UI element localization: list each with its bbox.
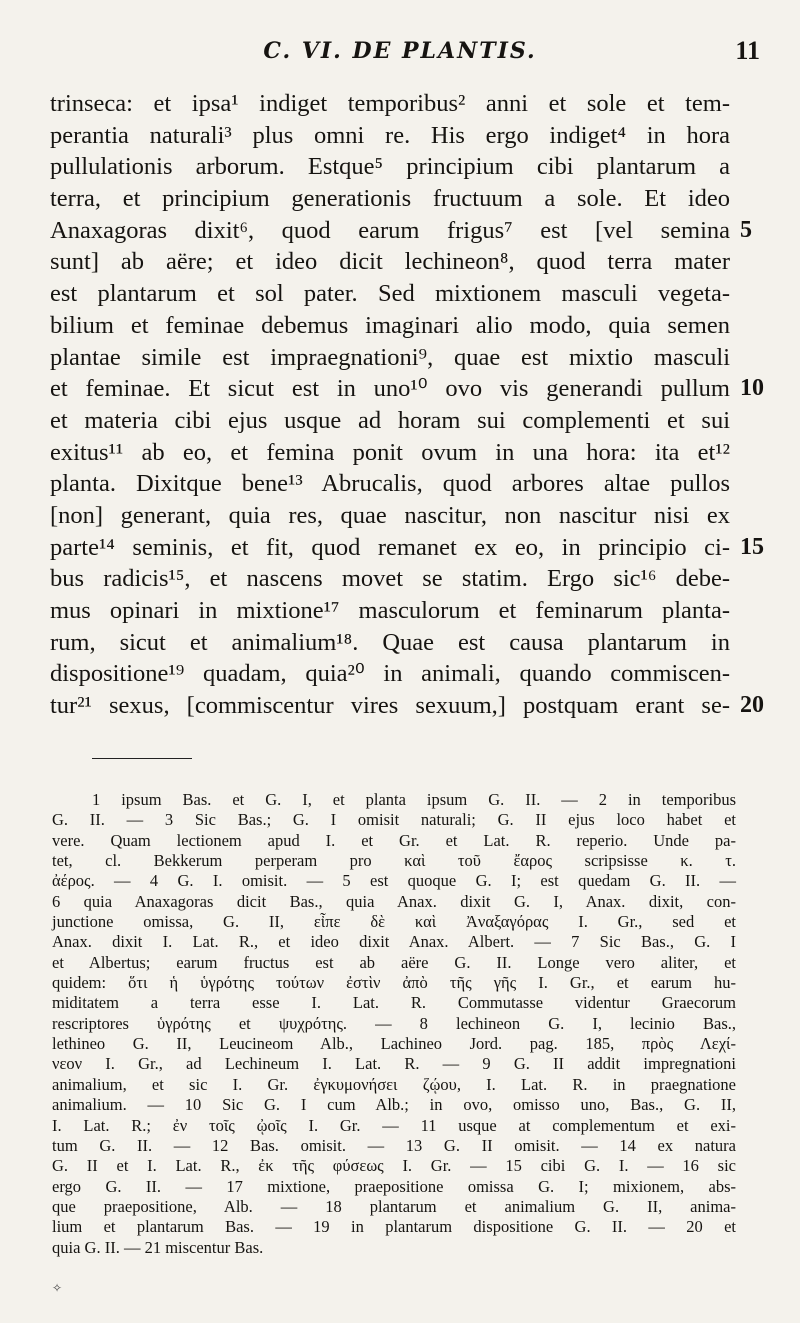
text-line-content: exitus¹¹ ab eo, et femina ponit ovum in una hora: ita et¹² <box>50 438 730 466</box>
text-line <box>50 468 730 500</box>
text-line-content: sunt] ab aëre; et ideo dicit lechineon⁸, quod terra mater <box>50 248 730 276</box>
footnote-line: lium et plantarum Bas. — 19 in plantarum dispositione G. II. — 20 et <box>52 1217 736 1237</box>
page-number: 11 <box>735 36 760 65</box>
text-line <box>50 690 764 722</box>
footnote-line: 1 ipsum Bas. et G. I, et planta ipsum G. II. — 2 in temporibus <box>92 790 736 809</box>
text-line-content: terra, et principium generationis fructuum a sole. Et ideo <box>50 185 730 213</box>
text-line <box>50 437 730 469</box>
corner-mark: ✧ <box>52 1281 63 1295</box>
text-line <box>50 120 730 152</box>
text-line <box>50 500 730 532</box>
text-line <box>50 563 730 595</box>
text-line <box>50 405 730 437</box>
text-line <box>50 88 730 120</box>
line-number: 5 <box>740 216 752 243</box>
text-line <box>50 246 730 278</box>
text-line-content: Anaxagoras dixit⁶, quod earum frigus⁷ est [vel semina <box>50 216 730 244</box>
footnote-line: junctione omissa, G. II, εἶπε δὲ καὶ Ἀναξαγόρας I. Gr., sed et <box>52 912 736 932</box>
text-line-content: bilium et feminae debemus imaginari alio modo, quia semen <box>50 311 730 339</box>
text-line <box>50 373 764 405</box>
footnote-line: G. II et I. Lat. R., ἐκ τῆς φύσεως I. Gr. — 15 cibi G. I. — 16 sic <box>52 1156 736 1176</box>
footnote-line: et Albertus; earum fructus est ab aëre G. II. Longe vero aliter, et <box>52 952 736 972</box>
footnote-line: 6 quia Anaxagoras dicit Bas., quia Anax. dixit G. I, Anax. dixit, con- <box>52 891 736 911</box>
text-line-content: est plantarum et sol pater. Sed mixtionem masculi vegeta- <box>50 280 730 308</box>
text-line <box>50 627 730 659</box>
footnote-line: G. II. — 3 Sic Bas.; G. I omisit naturali; G. II ejus loco habet et <box>52 810 736 830</box>
text-line-content: tur²¹ sexus, [commiscentur vires sexuum,] postquam erant se- <box>50 692 730 720</box>
text-line-content: et feminae. Et sicut est in uno¹⁰ ovo vis generandi pullum <box>50 375 730 403</box>
footnote-line: Anax. dixit I. Lat. R., et ideo dixit Anax. Albert. — 7 Sic Bas., G. I <box>52 932 736 952</box>
text-line-content: pullulationis arborum. Estque⁵ principium cibi plantarum a <box>50 153 730 181</box>
text-line-content: dispositione¹⁹ quadam, quia²⁰ in animali, quando commiscen- <box>50 660 730 688</box>
main-text <box>50 88 764 722</box>
footnote-line: ergo G. II. — 17 mixtione, praepositione omissa G. I; mixionem, abs- <box>52 1176 736 1196</box>
footnote-line: animalium, et sic I. Gr. ἐγκυμονήσει ζῴου, I. Lat. R. in praegnatione <box>52 1074 736 1094</box>
text-line-content: plantae simile est impraegnationi⁹, quae est mixtio masculi <box>50 343 730 371</box>
footnote-line: tet, cl. Bekkerum perperam pro καὶ τοῦ ἔαρος scripsisse κ. τ. <box>52 851 736 871</box>
running-head: C. VI. DE PLANTIS. <box>263 38 537 64</box>
text-line <box>50 342 730 374</box>
text-line-content: bus radicis¹⁵, et nascens movet se statim. Ergo sic¹⁶ debe- <box>50 565 730 593</box>
text-line <box>50 151 730 183</box>
text-line <box>50 278 730 310</box>
text-line-content: parte¹⁴ seminis, et fit, quod remanet ex eo, in principio ci- <box>50 533 730 561</box>
footnote-line: ἀέρος. — 4 G. I. omisit. — 5 est quoque G. I; est quedam G. II. — <box>52 871 736 891</box>
text-line <box>50 215 752 247</box>
text-line-content: mus opinari in mixtione¹⁷ masculorum et feminarum planta- <box>50 597 730 624</box>
footnote-line: que praepositione, Alb. — 18 plantarum et animalium G. II, anima- <box>52 1196 736 1216</box>
text-line <box>50 658 730 690</box>
line-number: 10 <box>740 375 764 402</box>
footnote-line: quia G. II. — 21 miscentur Bas. <box>52 1237 264 1257</box>
footnote-line: νεον I. Gr., ad Lechineum I. Lat. R. — 9 G. II addit impregnationi <box>52 1054 736 1074</box>
text-line-content: planta. Dixitque bene¹³ Abrucalis, quod arbores altae pullos <box>50 470 730 498</box>
footnote-line: rescriptores ὑγρότης et ψυχρότης. — 8 lechineon G. I, lecinio Bas., <box>52 1013 736 1033</box>
line-number: 15 <box>740 533 764 560</box>
footnote-line: miditatem a terra esse I. Lat. R. Commutasse videntur Graecorum <box>52 993 736 1013</box>
footnote-line: quidem: ὅτι ἡ ὑγρότης τούτων ἐστὶν ἀπὸ τῆς γῆς I. Gr., et earum hu- <box>52 973 736 993</box>
line-number: 20 <box>740 692 764 719</box>
text-line <box>50 183 730 215</box>
text-line <box>50 595 730 627</box>
text-line <box>50 310 730 342</box>
text-line-content: [non] generant, quia res, quae nascitur, non nascitur nisi ex <box>50 501 730 529</box>
footnote-line: vere. Quam lectionem apud I. et Gr. et Lat. R. reperio. Unde pa- <box>52 830 736 850</box>
footnote-line: lethineo G. II, Leucineom Alb., Lachineo Jord. pag. 185, πρὸς Λεχί- <box>52 1034 736 1054</box>
footnote-line: I. Lat. R.; ἐν τοῖς ᾠοῖς I. Gr. — 11 usque at complementum et exi- <box>52 1115 736 1135</box>
text-line-content: perantia naturali³ plus omni re. His ergo indiget⁴ in hora <box>50 121 730 149</box>
footnote-line: animalium. — 10 Sic G. I cum Alb.; in ovo, omisso uno, Bas., G. II, <box>52 1095 736 1115</box>
text-line-content: trinseca: et ipsa¹ indiget temporibus² anni et sole et tem- <box>50 90 730 117</box>
footnotes <box>52 790 736 1258</box>
footnote-divider <box>92 758 192 759</box>
page-header <box>40 34 760 74</box>
footnote-line: tum G. II. — 12 Bas. omisit. — 13 G. II omisit. — 14 ex natura <box>52 1135 736 1155</box>
text-line <box>50 532 764 564</box>
text-line-content: et materia cibi ejus usque ad horam sui complementi et sui <box>50 406 730 434</box>
text-line-content: rum, sicut et animalium¹⁸. Quae est causa plantarum in <box>50 628 730 656</box>
